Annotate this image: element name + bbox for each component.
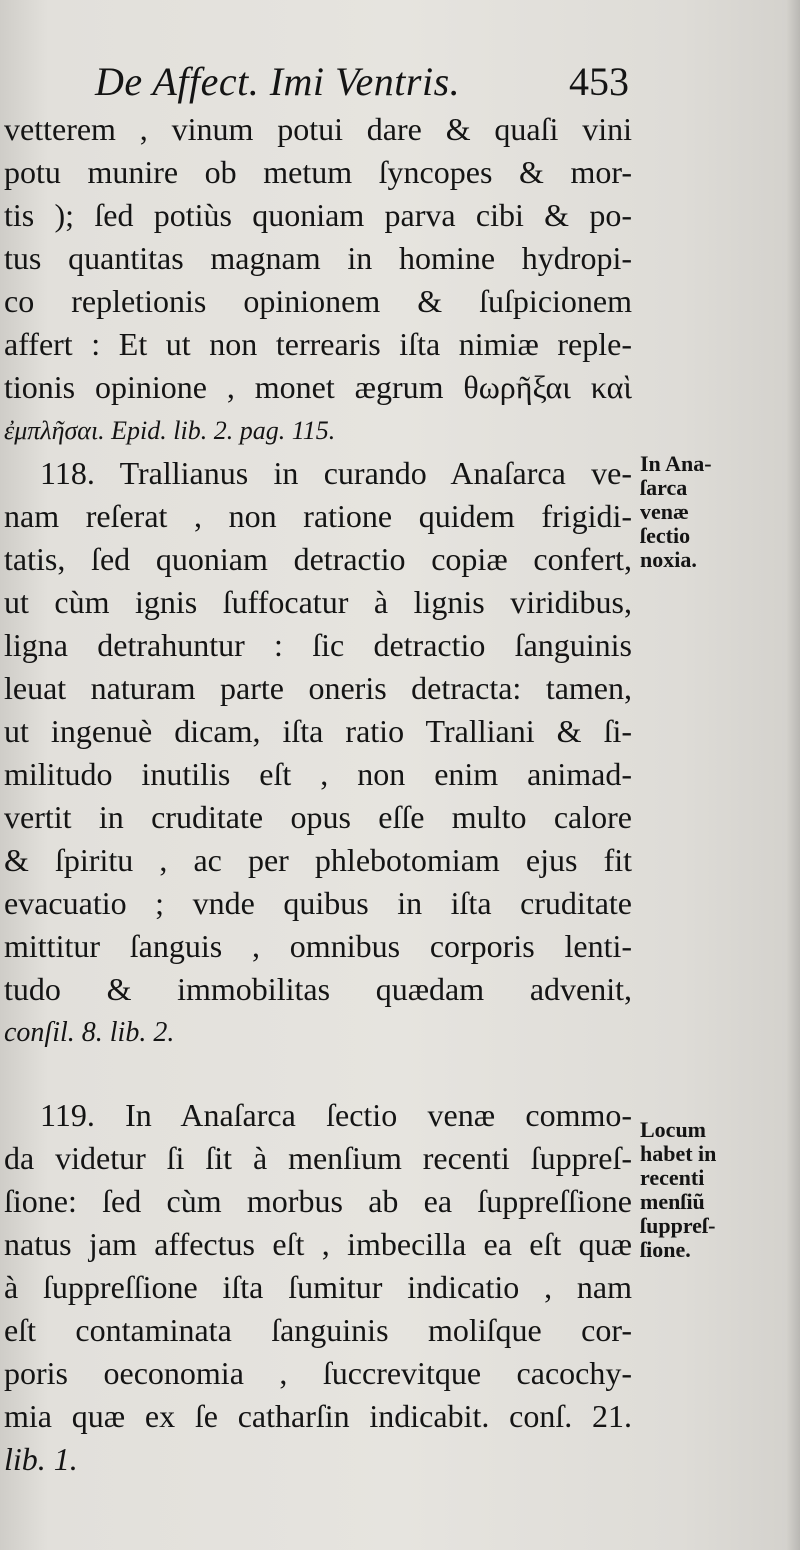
paragraph-119	[4, 1094, 632, 1481]
paragraph-117-continuation	[4, 108, 632, 452]
text-line: ut ingenuè dicam, iſta ratio Tralliani & ſi-	[4, 713, 632, 749]
text-line: ut cùm ignis ſuffocatur à lignis viridibus,	[4, 584, 632, 620]
text-line: tus quantitas magnam in homine hydropi-	[4, 240, 632, 276]
text-line: ſione: ſed cùm morbus ab ea ſuppreſſione	[4, 1183, 632, 1219]
page-edge-shadow	[786, 0, 800, 1550]
text-line: ἐμπλῆσαι. Epid. lib. 2. pag. 115.	[4, 416, 336, 445]
text-line: mia quæ ex ſe catharſin indicabit. conſ. 21.	[4, 1398, 632, 1434]
paragraph-gap	[4, 1054, 632, 1094]
text-line: tionis opinione , monet ægrum θωρῆξαι καὶ	[4, 369, 632, 405]
text-line: poris oeconomia , ſuccrevitque cacochy-	[4, 1355, 632, 1391]
page-number: 453	[569, 59, 629, 104]
text-line: 119. In Anaſarca ſectio venæ commo-	[40, 1097, 632, 1133]
text-line: potu munire ob metum ſyncopes & mor-	[4, 154, 632, 190]
margin-note-line: ſectio	[640, 523, 691, 548]
text-line: natus jam affectus eſt , imbecilla ea eſt quæ	[4, 1226, 632, 1262]
margin-note-line: In Ana-	[640, 451, 712, 476]
text-line: lib. 1.	[4, 1441, 78, 1477]
text-line: & ſpiritu , ac per phlebotomiam ejus fit	[4, 842, 632, 878]
text-line: nam reſerat , non ratione quidem frigidi-	[4, 498, 632, 534]
text-line: co repletionis opinionem & ſuſpicionem	[4, 283, 632, 319]
margin-note-line: menſiũ	[640, 1189, 705, 1214]
margin-note-line: recenti	[640, 1165, 705, 1190]
text-line: mittitur ſanguis , omnibus corporis lenti-	[4, 928, 632, 964]
margin-note-line: Locum	[640, 1117, 706, 1142]
text-line: evacuatio ; vnde quibus in iſta cruditate	[4, 885, 632, 921]
margin-note-line: habet in	[640, 1141, 717, 1166]
margin-note-anasarca-noxia	[640, 452, 770, 572]
running-title: De Affect. Imi Ventris.	[95, 59, 461, 104]
text-line: à ſuppreſſione iſta ſumitur indicatio , nam	[4, 1269, 632, 1305]
text-line: tudo & immobilitas quædam advenit,	[4, 971, 632, 1007]
text-line: ligna detrahuntur : ſic detractio ſanguinis	[4, 627, 632, 663]
margin-note-locum-habet	[640, 1118, 770, 1262]
margin-note-line: ſione.	[640, 1237, 691, 1262]
text-line: vetterem , vinum potui dare & quaſi vini	[4, 111, 632, 147]
body-text	[4, 108, 632, 1481]
margin-note-line: ſuppreſ-	[640, 1213, 716, 1238]
text-line: 118. Trallianus in curando Anaſarca ve-	[40, 455, 632, 491]
text-line: conſil. 8. lib. 2.	[4, 1017, 175, 1048]
text-line: tis ); ſed potiùs quoniam parva cibi & po-	[4, 197, 632, 233]
text-line: militudo inutilis eſt , non enim animad-	[4, 756, 632, 792]
page-header	[95, 58, 635, 106]
text-line: da videtur ſi ſit à menſium recenti ſuppreſ-	[4, 1140, 632, 1176]
text-line: affert : Et ut non terrearis iſta nimiæ reple-	[4, 326, 632, 362]
margin-note-line: ſarca	[640, 475, 688, 500]
margin-note-line: noxia.	[640, 547, 697, 572]
text-line: eſt contaminata ſanguinis moliſque cor-	[4, 1312, 632, 1348]
margin-note-line: venæ	[640, 499, 689, 524]
text-line: leuat naturam parte oneris detracta: tamen,	[4, 670, 632, 706]
paragraph-118	[4, 452, 632, 1054]
text-line: vertit in cruditate opus eſſe multo calore	[4, 799, 632, 835]
text-line: tatis, ſed quoniam detractio copiæ confert,	[4, 541, 632, 577]
